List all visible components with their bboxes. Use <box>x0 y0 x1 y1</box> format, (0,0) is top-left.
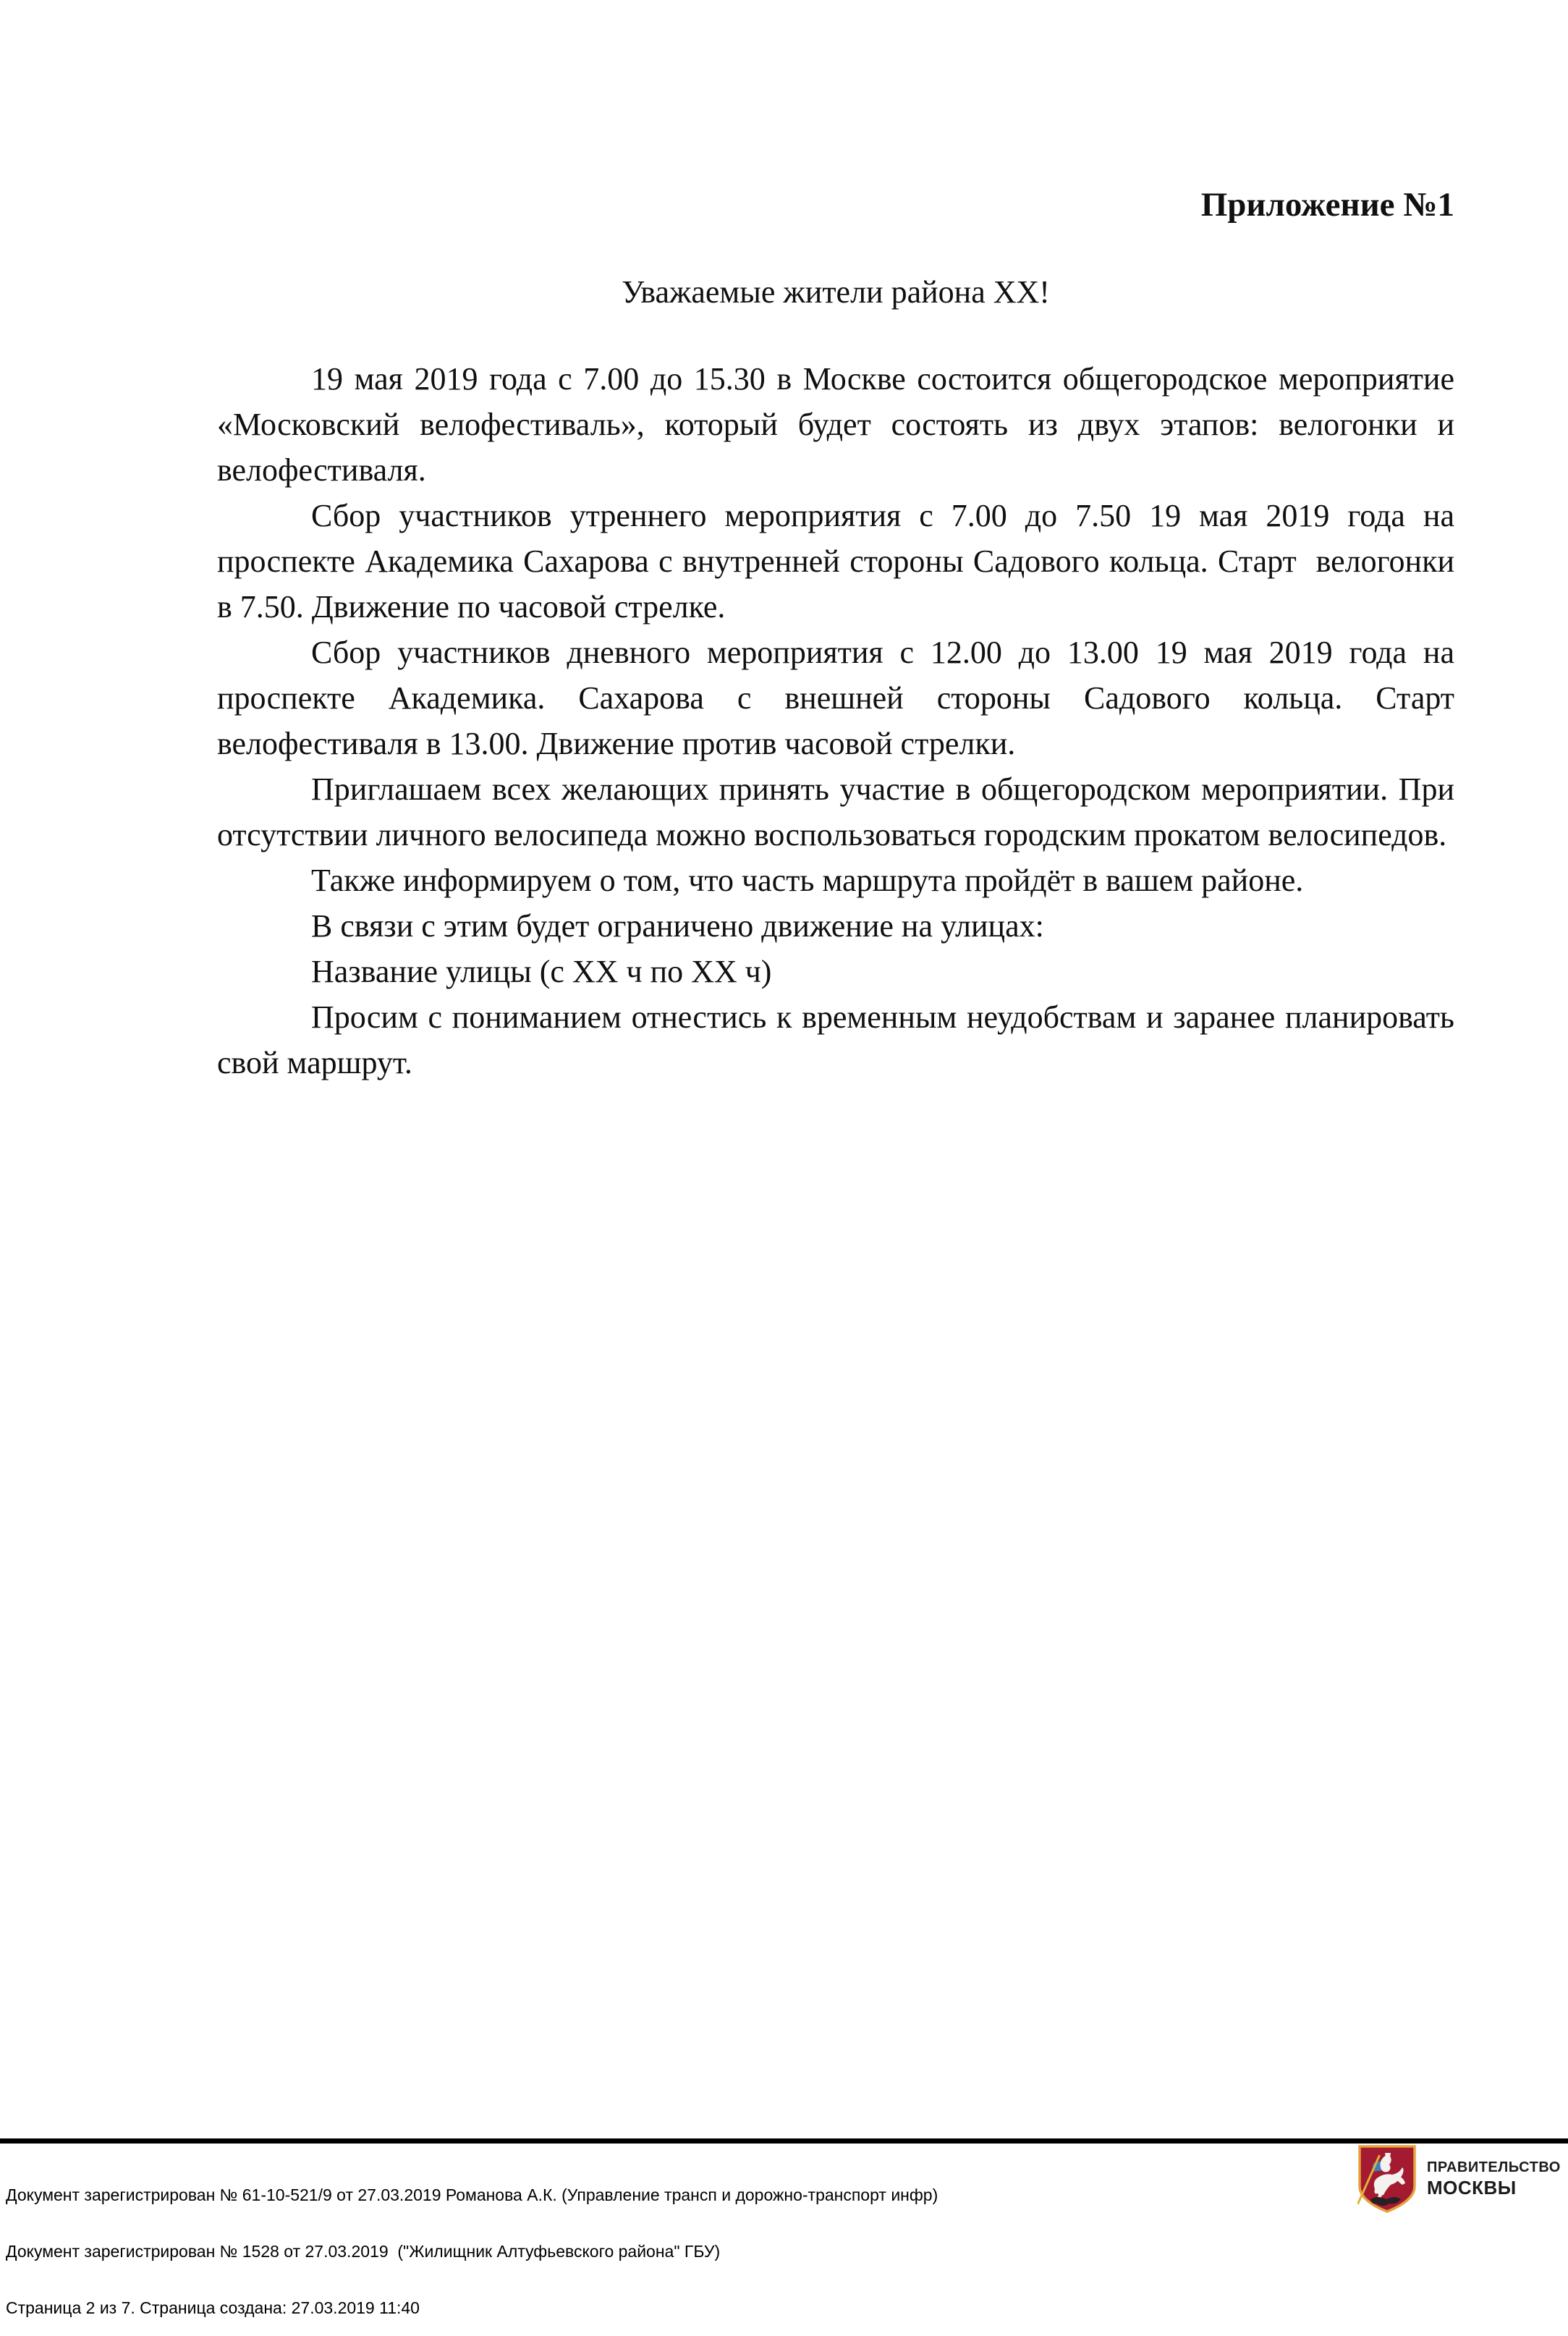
page-info: Страница 2 из 7. Страница создана: 27.03.2019 11:40 <box>6 2298 420 2317</box>
footer-divider <box>0 2138 1568 2144</box>
moscow-coat-of-arms-icon <box>1357 2144 1417 2214</box>
document-page <box>217 0 1462 1086</box>
paragraph-traffic-restriction: В связи с этим будет ограничено движение на улицах: <box>311 908 1044 944</box>
appendix-title: Приложение №1 <box>1200 186 1454 224</box>
government-label-line2: МОСКВЫ <box>1427 2177 1517 2199</box>
moscow-government-block <box>1357 2144 1567 2214</box>
government-label-line1: ПРАВИТЕЛЬСТВО <box>1427 2159 1561 2175</box>
paragraph-apology: Просим с пониманием отнестись к временным неудобствам и заранее планировать свой маршрут. <box>217 999 1462 1080</box>
paragraph-morning-gathering: Сбор участников утреннего мероприятия с 7.00 до 7.50 19 мая 2019 года на проспекте Академика Сахарова с внутренней стороны Садового кольца. Старт велогонки в 7.50. Движение по часовой стрелке. <box>217 498 1462 625</box>
government-label <box>1427 2159 1561 2199</box>
paragraph-street-placeholder: Название улицы (с XX ч по XX ч) <box>311 954 772 989</box>
registration-line-2: Документ зарегистрирован № 1528 от 27.03.2019 ("Жилищник Алтуфьевского района" ГБУ) <box>6 2242 721 2261</box>
paragraph-daytime-gathering: Сбор участников дневного мероприятия с 12.00 до 13.00 19 мая 2019 года на проспекте Академика. Сахарова с внешней стороны Садового кольца. Старт велофестиваля в 13.00. Движение против часовой стрелки. <box>217 635 1462 761</box>
paragraph-route-notice: Также информируем о том, что часть маршрута пройдёт в вашем районе. <box>311 863 1304 898</box>
paragraph-invitation: Приглашаем всех желающих принять участие в общегородском мероприятии. При отсутствии личного велосипеда можно воспользоваться городским прокатом велосипедов. <box>217 771 1462 852</box>
registration-footer <box>6 2148 1164 2336</box>
letter-body <box>217 356 1462 1086</box>
registration-line-1: Документ зарегистрирован № 61-10-521/9 от 27.03.2019 Романова А.К. (Управление трансп и дорожно-транспорт инфр) <box>6 2185 938 2204</box>
salutation: Уважаемые жители района XX! <box>622 274 1050 310</box>
paragraph-event-announcement: 19 мая 2019 года с 7.00 до 15.30 в Москве состоится общегородское мероприятие «Московский велофестиваль», который будет состоять из двух этапов: велогонки и велофестиваля. <box>217 361 1462 488</box>
